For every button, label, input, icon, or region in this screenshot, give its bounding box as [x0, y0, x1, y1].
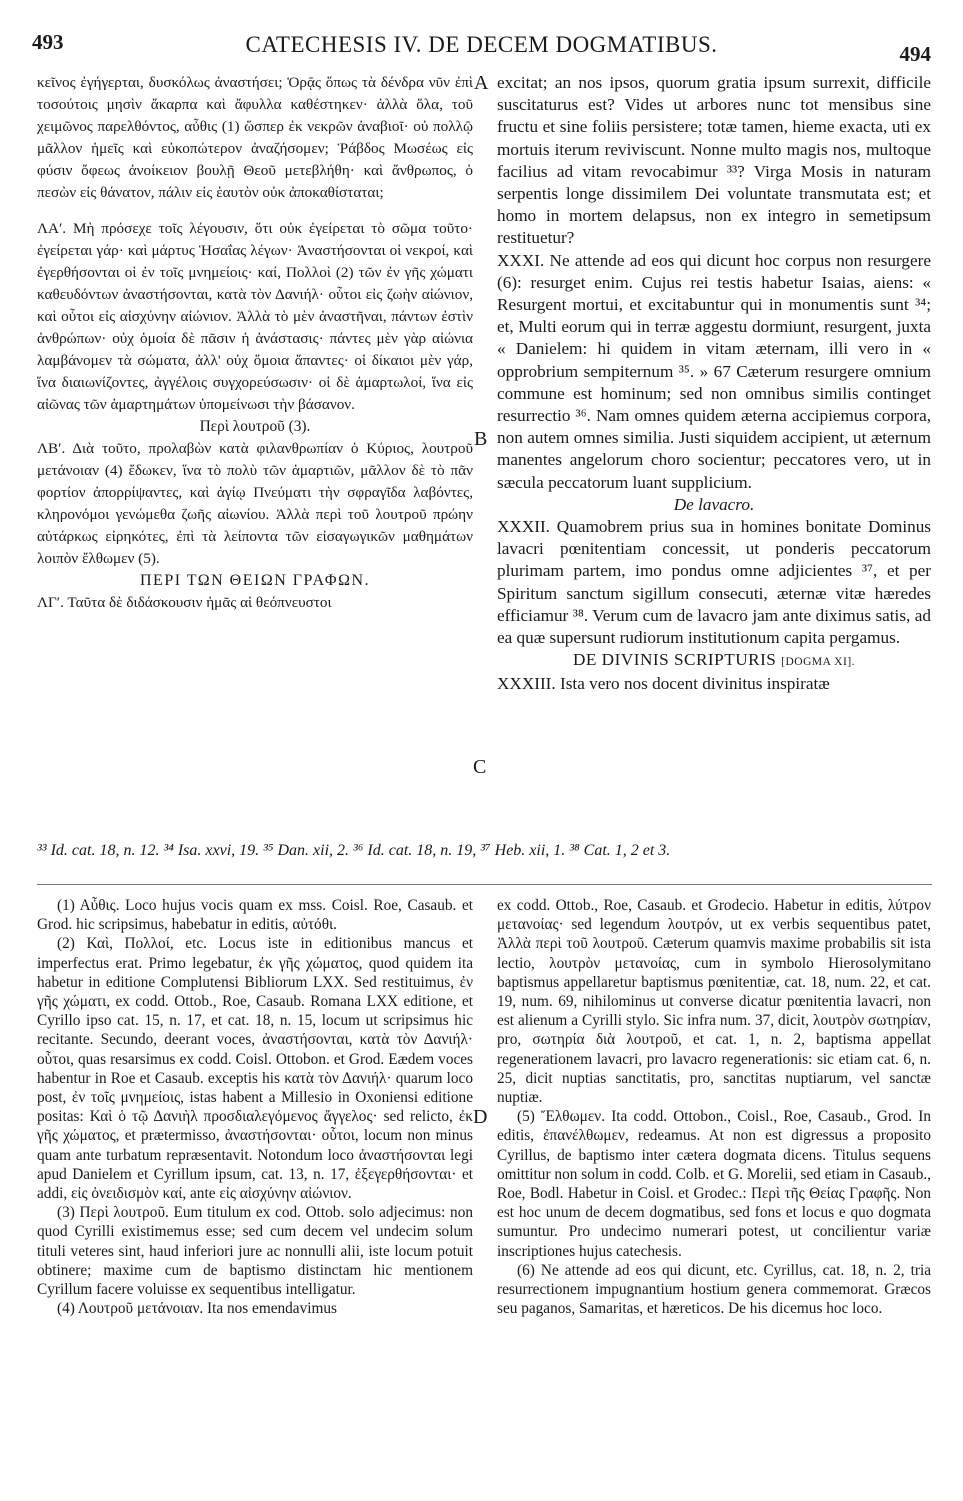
latin-paragraph: XXXI. Ne attende ad eos qui dicunt hoc corpus non resurgere (6): resurget enim. Cujus rei testis habetur Isaias, aiens: « Resurgent mortui, et excitabuntur qui in monumentis sunt ³⁴; et, Multi eorum qui in terræ aggestu dormiunt, resurgent, juxta « Danielem: hi quidem in vitam æternam, illi vero in « opprobrium sempiternum ³⁵. » 67 Cæterum resurgere omnium commune est hominum; sed non omnibus similis continget resurrectio ³⁶. Nam omnes quidem æterna accipiemus corpora, non autem omnes similia. Justi siquidem accipient, ut æternum manentes angelorum choro socientur; peccatores vero, ut in sæcula peccatorum luant supplicium. [497, 250, 931, 492]
greek-section-heading: ΠΕΡΙ ΤΩΝ ΘΕΙΩΝ ΓΡΑΦΩΝ. [139, 572, 371, 589]
running-header [32, 30, 931, 66]
margin-marker-d: D [473, 1106, 488, 1128]
running-title: CATECHESIS IV. DE DECEM DOGMATIBUS. [245, 32, 718, 57]
latin-paragraph: XXXII. Quamobrem prius sua in homines bonitate Dominus lavacri pœnitentiam concessit, ut ponderis peccatorum plurimam partem, imo pondus omne adjicientes ³⁷, et per Spiritum sanctum sigillum consecuti, æternæ vitæ hæredes efficiamur ³⁸. Verum cum de lavacro jam ante diximus satis, ad ea quæ supersunt rudiorum institutionum capita pergamus. [497, 517, 931, 648]
greek-paragraph: ΛΓʹ. Ταῦτα δὲ διδάσκουσιν ἡμᾶς αἱ θεόπνευστοι [37, 594, 332, 611]
footnote: ex codd. Ottob., Roe, Casaub. et Grodecio. Habetur in editis, λύτρον μετανοίας· sed legendum λουτρόν, ut ex verbis sequentibus patet, Ἀλλὰ περὶ τοῦ λουτροῦ. Cæterum quamvis maxime probabilis sit ista lectio, λουτρὸν μετανοίας, cum in symbolo Hierosolymitano baptismus appellaretur baptismus pœnitentiæ, cat. 18, num. 22, et cat. 19, num. 69, nihilominus ut converse dicatur pœnitentia lavacri, non est alienum a Cyrilli stylo. Sic infra num. 37, dicit, λουτρὸν σωτηρίαν, pro, σωτηρία διὰ λουτροῦ, et cat. 1, n. 2, baptisma appellat regenerationem lavacri, pro lavacro regenerationis: sic etiam cat. 6, n. 25, dicit nuptias sanctitatis, pro, sanctitas nuptiarum, vel sanctæ nuptiæ. [497, 897, 931, 1107]
greek-paragraph: κεῖνος ἐγήγερται, δυσκόλως ἀναστήσει; Ὁρᾷς ὅπως τὰ δένδρα νῦν ἐπὶ τοσούτοις μησὶν ἄκαρπα καὶ ἄφυλλα καθέστηκεν· ἀλλὰ ὅλα, τοῦ χειμῶνος παρελθόντος, αὖθις (1) ὥσπερ ἐκ νεκρῶν ἀναβιοῖ· οὐ πολλῷ μᾶλλον ἡμεῖς καὶ εὐκοπώτερον ἀναζήσομεν; Ῥάβδος Μωσέως εἰς φύσιν ὄφεως ἀνοίκειον βουλῇ Θεοῦ μετεβλήθη· καὶ ἄνθρωπος, ὁ πεσὼν εἰς θάνατον, πάλιν εἰς ἑαυτὸν οὐκ ἀποκαθίσταται; [37, 74, 473, 201]
latin-section-heading-main: DE DIVINIS SCRIPTURIS [572, 650, 777, 670]
footnote: (4) Λουτροῦ μετάνοιαν. Ita nos emendavimus [57, 1300, 337, 1318]
footnote-divider [37, 884, 932, 885]
greek-paragraph: ΛΒʹ. Διὰ τοῦτο, προλαβὼν κατὰ φιλανθρωπίαν ὁ Κύριος, λουτροῦ μετάνοιαν (4) ἔδωκεν, ἵνα τὸ πολὺ τῶν ἁμαρτιῶν, μᾶλλον δὲ τὸ πᾶν φορτίον ἀπορρίψαντες, καὶ ἁγίῳ Πνεύματι τὴν σφραγῖδα λαβόντες, κληρονόμοι γενώμεθα ζωῆς αἰωνίου. Ἀλλὰ περὶ τοῦ λουτροῦ πρώην αὐτάρκως εἰρηκότες, ἐπὶ τὰ λείποντα τῶν εἰσαγωγικῶν μαθημάτων λοιπὸν ἔλθωμεν (5). [37, 440, 473, 567]
greek-paragraph: ΛΑʹ. Μὴ πρόσεχε τοῖς λέγουσιν, ὅτι οὐκ ἐγείρεται τὸ σῶμα τοῦτο· ἐγείρεται γάρ· καὶ μάρτυς Ἡσαΐας λέγων· Ἀναστήσονται οἱ νεκροί, καὶ ἐγερθήσονται οἱ ἐν τοῖς μνημείοις· καί, Πολλοὶ (2) τῶν ἐν γῆς χώματι καθευδόντων ἀναστήσονται, κατὰ τὸν Δανιήλ· οὗτοι εἰς ζωὴν αἰώνιον, καὶ οὗτοι εἰς αἰσχύνην αἰώνιον. Ἀλλὰ τὸ μὲν ἀναστῆναι, πάντων ἐστὶν ἀνθρώπων· οὐχ ὁμοία δὲ πᾶσιν ἡ ἀνάστασις· πάντες μὲν γὰρ αἰώνια λαμβάνομεν τὰ σώματα, ἀλλ' οὐχ ὅμοια ἅπαντες· οἱ δίκαιοι μὲν γάρ, ἵνα διαιωνίζοντες, ἀγγέλοις συγχορεύσωσιν· οἱ δὲ ἁμαρτωλοί, ἵνα εἰς αἰῶνας τῶν ἁμαρτημάτων ὑπομείνωσι τὴν βάσανον. [37, 220, 473, 413]
latin-section-heading-dogma: [DOGMA XI]. [781, 656, 856, 669]
latin-section-heading [497, 649, 931, 673]
greek-column [37, 72, 473, 614]
latin-paragraph: excitat; an nos ipsos, quorum gratia ipsum surrexit, difficile suscitaturus est? Vides ut arbores nunc tot mensibus sine fructu et sine foliis persistere; totæ tamen, hieme exacta, uti ex mortuis iterum reviviscunt. Nonne multo magis nos, multoque facilius ad vitam revocabimur ³³? Virga Mosis in naturam serpentis longe dissimilem Dei voluntate transmutata est; et homo in mortem delapsus, non ex integro in semetipsum restituetur? [497, 73, 931, 248]
footnote: (1) Αὖθις. Loco hujus vocis quam ex mss. Coisl. Roe, Casaub. et Grod. hic scripsimus, habebatur in editis, αὐτόθι. [37, 897, 473, 934]
footnote: (2) Καὶ, Πολλοί, etc. Locus iste in editionibus mancus et imperfectus erat. Primo legebatur, ἐκ γῆς χώματος, quod quidem ita habetur in editione Complutensi Bibliorum LXX. Sed restituimus, ἐν γῆς χώματι, ex codd. Ottob., Roe, Casaub. Romana LXX editione, et Cyrillo ipso cat. 15, n. 17, et cat. 18, n. 15, locum ut scripsimus hic recitante. Secundo, deerant voces, ἀναστήσονται, κατὰ τὸν Δανιήλ· οὗτοι, quas resarsimus ex codd. Coisl. Ottobon. et Grod. Eædem voces habentur in Roe et Casaub. exceptis his κατὰ τὸν Δανιήλ· quarum loco post, ἐν τοῖς μνημείοις, istas habent a Millesio in Oxoniensi editione positas: Καὶ ὁ τῷ Δανιὴλ προσδιαλεγόμενος ἄγγελος· sed relicto, ἐκ γῆς χώματος, et prætermisso, ἀναστήσονται· οὗτοι, locum non minus quam ante turbatum repræsentavit. Notondum loco ἀναστήσονται legi apud Danielem et Cyrillum ipsum, cat. 13, n. 17, ἐξεγερθήσονται· et addi, εἰς ὀνειδισμὸν καί, ante εἰς αἰσχύνην αἰώνιον. [37, 935, 473, 1203]
footnotes-right-column [497, 896, 931, 1318]
page-number-left: 493 [32, 30, 64, 54]
footnote: (5) Ἔλθωμεν. Ita codd. Ottobon., Coisl., Roe, Casaub., Grod. In editis, ἐπανέλθωμεν, redeamus. At non est digressus a proposito Cyrillus, de baptismo inter cætera dogmata dicens. Titulus sequens omittitur non solum in codd. Colb. et G. Morelii, sed etiam in Casaub., Roe, Bodl. Habetur in Coisl. et Grodec.: Περὶ τῆς Θείας Γραφῆς. Non est hoc unum de decem dogmatibus, sed fons et locus e quo dogmata sumuntur. Pro undecimo numerari potest, ut concilientur variæ inscriptiones hujus catechesis. [497, 1108, 931, 1260]
scripture-references: ³³ Id. cat. 18, n. 12. ³⁴ Isa. xxvi, 19. ³⁵ Dan. xii, 2. ³⁶ Id. cat. 18, n. 19, ³⁷ Heb. xii, 1. ³⁸ Cat. 1, 2 et 3. [37, 842, 671, 859]
margin-marker-b: B [474, 428, 488, 450]
page-number-right: 494 [899, 42, 931, 66]
margin-marker-a: A [474, 72, 489, 94]
latin-subheading: De lavacro. [673, 494, 755, 514]
footnote: (3) Περὶ λουτροῦ. Eum titulum ex cod. Ottob. solo adjecimus: non quod Cyrilli existimemus esse; sed cum decem vel undecim solum tituli veteres sint, haud inferiori jure ac nonnulli alii, iste locum potuit obtinere; maxime cum de baptismo distinctam hic mentionem Cyrillum facere voluisse ex sequentibus intelligatur. [37, 1204, 473, 1299]
latin-paragraph: XXXIII. Ista vero nos docent divinitus inspiratæ [497, 674, 830, 694]
margin-marker-c: C [473, 756, 487, 778]
greek-subheading: Περὶ λουτροῦ (3). [199, 418, 311, 435]
latin-column [497, 72, 931, 696]
footnotes-left-column [37, 896, 473, 1318]
footnote: (6) Ne attende ad eos qui dicunt, etc. Cyrillus, cat. 18, n. 2, tria resurrectionem impugnantium hostium genera commemorat. Græcos seu paganos, Samaritas, et hæreticos. De his dicemus hoc loco. [497, 1261, 931, 1318]
